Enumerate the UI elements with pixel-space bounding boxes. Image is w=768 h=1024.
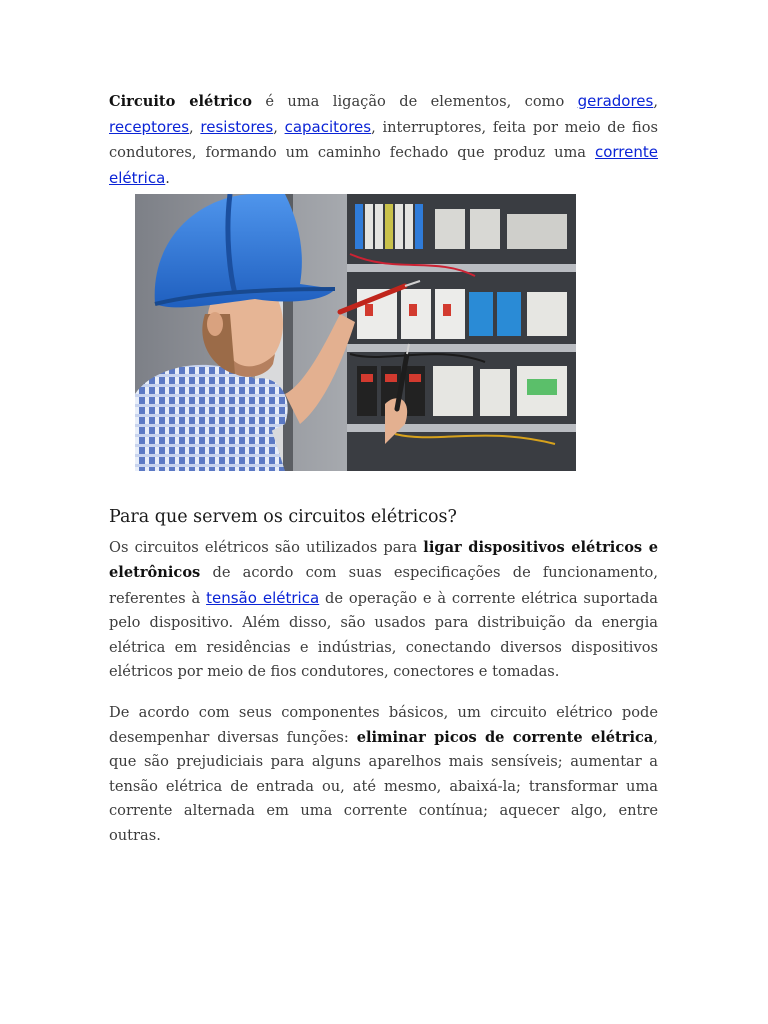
link-corrente-eletrica[interactable]: corrente elétrica: [109, 143, 658, 187]
paragraph-gap: [109, 685, 658, 701]
link-capacitores[interactable]: capacitores: [284, 117, 372, 136]
paragraph-text: , que são prejudiciais para alguns aparelhos mais sensíveis; aumentar a tensão elétrica de entrada ou, até mesmo, abaixá-la; transformar uma corrente alternada em uma corrente contínua; aquecer algo, entre outras.: [109, 728, 659, 844]
bold-text: eliminar picos de corrente elétrica: [356, 728, 654, 746]
link-geradores[interactable]: geradores: [577, 92, 654, 110]
section-heading: Para que servem os circuitos elétricos?: [109, 507, 457, 528]
electrician-photo: [135, 194, 576, 471]
paragraph-text: de operação e à corrente elétrica suportada pelo dispositivo. Além disso, são usados para distribuição da energia elétrica em residências e indústrias, conectando diversos dispositivos elétricos por meio de fios condutores, conectores e tomadas.: [109, 589, 658, 681]
paragraph-text: de acordo com suas especificações de funcionamento, referentes à: [109, 563, 658, 607]
intro-paragraph: [109, 89, 658, 191]
document-content: [109, 89, 658, 849]
section-paragraph-2: [109, 701, 658, 849]
electrical-panel-icon: [347, 194, 576, 471]
paragraph-text: Os circuitos elétricos são utilizados para: [109, 539, 424, 557]
separator: ,: [653, 93, 658, 110]
paragraph-text: De acordo com seus componentes básicos, um circuito elétrico pode desempenhar diversas funções:: [109, 703, 658, 746]
intro-end: .: [165, 169, 170, 187]
bold-text: ligar dispositivos elétricos e eletrônicos: [109, 539, 659, 581]
link-resistores[interactable]: resistores: [200, 117, 274, 136]
intro-text: é uma ligação de elementos, como: [251, 93, 578, 110]
electrician-panel-illustration: [135, 194, 576, 471]
intro-text: , interruptores, feita por meio de fios condutores, formando um caminho fechado que produz uma: [109, 118, 659, 162]
separator: ,: [273, 118, 285, 136]
separator: ,: [189, 118, 201, 136]
section-paragraph-1: [109, 536, 658, 685]
link-receptores[interactable]: receptores: [109, 117, 190, 136]
term-circuito-eletrico: Circuito elétrico: [109, 93, 252, 110]
circuit-breaker-icon: [357, 289, 567, 339]
link-tensao-eletrica[interactable]: tensão elétrica: [206, 588, 320, 607]
